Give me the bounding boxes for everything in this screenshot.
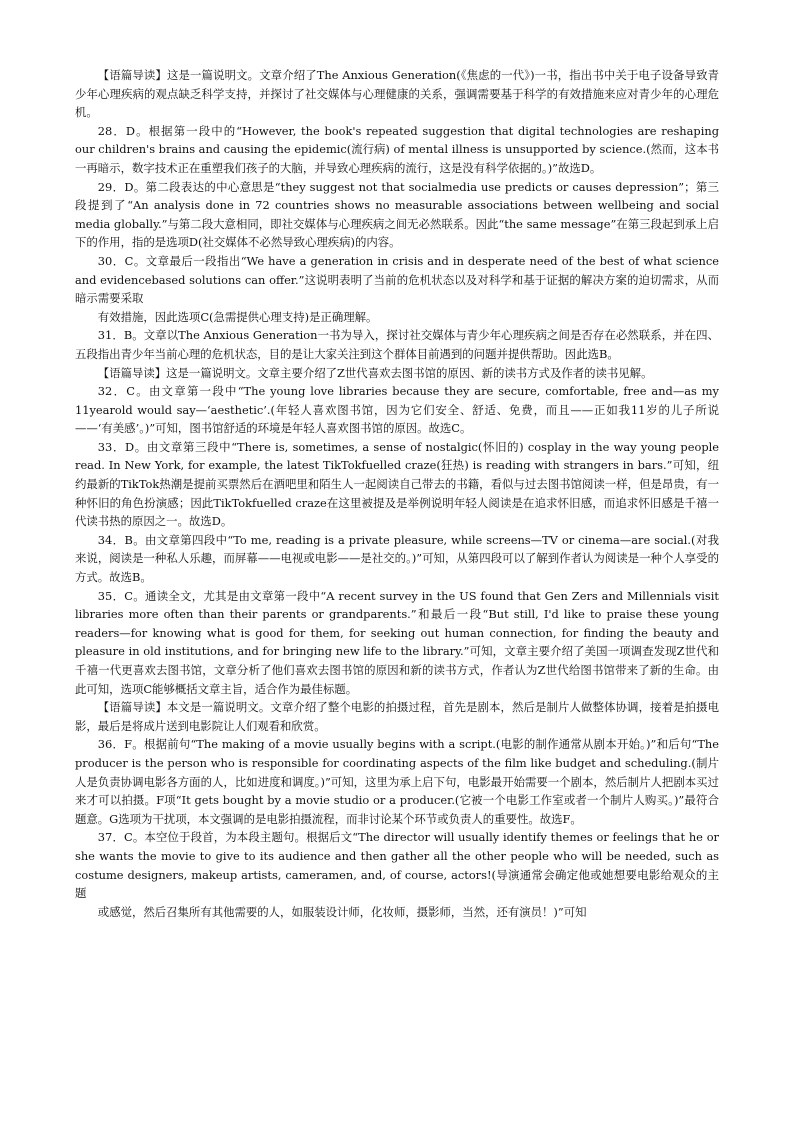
answer-31: 31．B。文章以The Anxious Generation一书为导入，探讨社交媒体与青少年心理疾病之间是否存在必然联系，并在四、五段指出青少年当前心理的危机状态，目的是让大家关注到这个群体目前遇到的问题并提供帮助。因此选B。 <box>75 328 719 361</box>
answer-35: 35．C。通读全文，尤其是由文章第一段中“A recent survey in the US found that Gen Zers and Millennials visit libraries more often than their parents or grandparents.”和最后一段“But still, I'd like to praise these young readers—for knowing what is good for them, for seeking out human connection, for finding the beauty and pleasure in old institutions, and for bringing new life to the library.”可知，文章主要介绍了美国一项调查发现Z世代和千禧一代更喜欢去图书馆，文章分析了他们喜欢去图书馆的原因和新的读书方式，作者认为Z世代给图书馆带来了新的生命。由此可知，选项C能够概括文章主旨，适合作为最佳标题。 <box>75 588 719 696</box>
answer-36: 36．F。根据前句“The making of a movie usually begins with a script.(电影的制作通常从剧本开始。)”和后句“The producer is the person who is responsible for coordinating aspects of the film like budget and scheduling.(制片人是负责协调电影各方面的人，比如进度和调度。)”可知，这里为承上启下句，电影最开始需要一个剧本，然后制片人把剧本买过来才可以拍摄。F项“It gets bought by a movie studio or a producer.(它被一个电影工作室或者一个制片人购买。)”最符合题意。G选项为干扰项，本文强调的是电影拍摄流程，而非讨论某个环节或负责人的重要性。故选F。 <box>75 737 719 826</box>
answer-33: 33．D。由文章第三段中“There is, sometimes, a sense of nostalgic(怀旧的) cosplay in the way young people read. In New York, for example, the latest TikTokfuelled craze(狂热) is reading with strangers in bars.”可知，纽约最新的TikTok热潮是提前买票然后在酒吧里和陌生人一起阅读自己带去的书籍，看似与过去图书馆阅读一样，但是昂贵，有一种怀旧的角色扮演感；因此TikTokfuelled craze在这里被提及是举例说明年轻人阅读是在追求怀旧感，而追求怀旧感是千禧一代读书热的原因之一。故选D。 <box>75 439 719 529</box>
answer-28: 28．D。根据第一段中的“However, the book's repeated suggestion that digital technologies are reshaping our children's brains and causing the epidemic(流行病) of mental illness is unsupported by science.(然而，这本书一再暗示，数字技术正在重塑我们孩子的大脑，并导致心理疾病的流行，这是没有科学依据的。)”故选D。 <box>75 123 719 175</box>
answer-29: 29．D。第二段表达的中心意思是“they suggest not that socialmedia use predicts or causes depression”；第三段提到了“An analysis done in 72 countries shows no measurable associations between wellbeing and social media globally.”与第二段大意相同，即社交媒体与心理疾病之间无必然联系。因此“the same message”在第三段起到承上启下的作用，指的是选项D(社交媒体不必然导致心理疾病)的内容。 <box>75 179 719 250</box>
answer-34: 34．B。由文章第四段中“To me, reading is a private pleasure, while screens—TV or cinema—are social.(对我来说，阅读是一种私人乐趣，而屏幕——电视或电影——是社交的。)”可知，从第四段可以了解到作者认为阅读是一种个人享受的方式。故选B。 <box>75 532 719 585</box>
answer-30: 30．C。文章最后一段指出“We have a generation in crisis and in desperate need of the best of what science and evidencebased solutions can offer.”这说明表明了当前的危机状态以及对科学和基于证据的解决方案的迫切需求，从而暗示需要采取 <box>75 253 719 306</box>
answer-32: 32．C。由文章第一段中“The young love libraries because they are secure, comfortable, free and—as my 11yearold would say—‘aesthetic’.(年轻人喜欢图书馆，因为它们安全、舒适、免费，而且——正如我11岁的儿子所说——‘有美感’。)”可知，图书馆舒适的环境是年轻人喜欢图书馆的原因。故选C。 <box>75 384 719 436</box>
answer-37-continued: 或感觉，然后召集所有其他需要的人，如服装设计师，化妆师，摄影师，当然，还有演员！)”可知 <box>97 904 587 919</box>
answer-30-continued: 有效措施，因此选项C(急需提供心理支持)是正确理解。 <box>97 309 378 324</box>
reading-intro-2: 【语篇导读】这是一篇说明文。文章主要介绍了Z世代喜欢去图书馆的原因、新的读书方式及作者的读书见解。 <box>97 365 653 380</box>
answer-37: 37．C。本空位于段首，为本段主题句。根据后文“The director will usually identify themes or feelings that he or she wants the movie to give to its audience and then gather all the other people who will be needed, such as costume designers, makeup artists, cameramen, and, of course, actors!(导演通常会确定他或她想要电影给观众的主题 <box>75 830 719 901</box>
answer-key-page <box>75 66 719 921</box>
reading-intro-3: 【语篇导读】本文是一篇说明文。文章介绍了整个电影的拍摄过程，首先是剧本，然后是制片人做整体协调，接着是拍摄电影，最后是将成片送到电影院让人们观看和欣赏。 <box>75 700 719 733</box>
reading-intro-1: 【语篇导读】这是一篇说明文。文章介绍了The Anxious Generation(《焦虑的一代》)一书，指出书中关于电子设备导致青少年心理疾病的观点缺乏科学支持，并探讨了社交媒体与心理健康的关系，强调需要基于科学的有效措施来应对青少年的心理危机。 <box>75 68 719 120</box>
